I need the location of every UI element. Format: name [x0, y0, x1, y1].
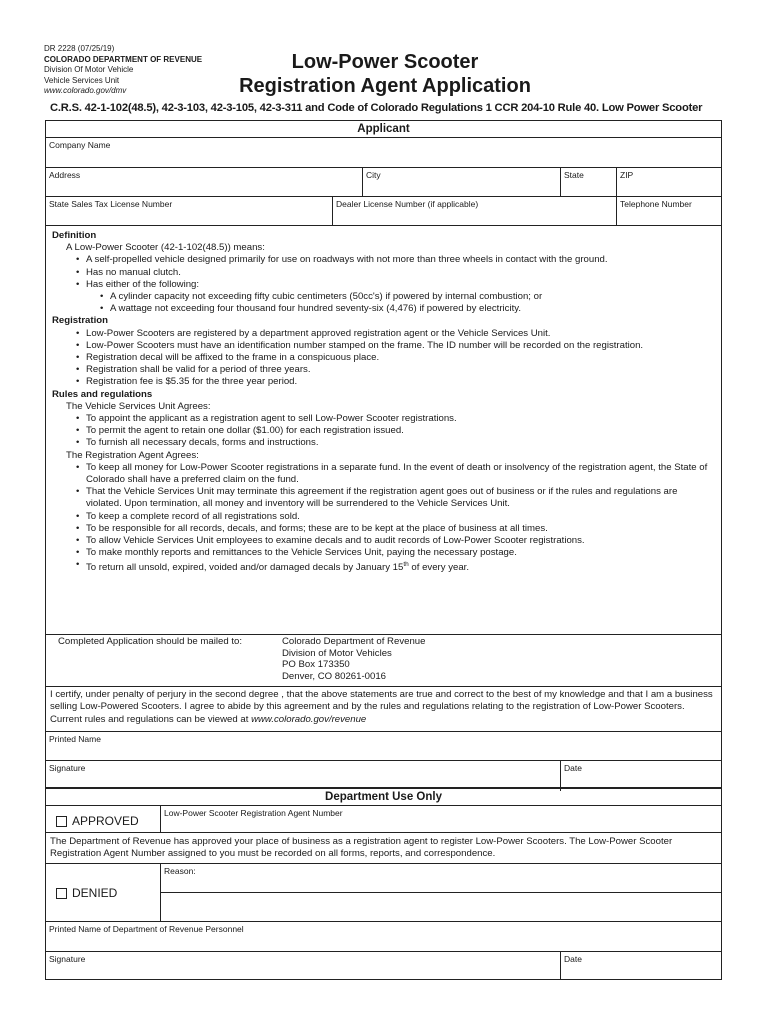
address-field[interactable] — [46, 168, 362, 196]
sales-tax-label: State Sales Tax License Number — [49, 199, 173, 209]
mailing-line-1: Colorado Department of Revenue — [282, 636, 426, 647]
zip-field[interactable] — [616, 168, 721, 196]
city-label: City — [366, 170, 381, 180]
mailing-block — [46, 634, 721, 686]
approved-checkbox[interactable] — [56, 816, 67, 827]
address-row — [46, 167, 721, 196]
printed-name-row — [46, 731, 721, 760]
list-item: • To permit the agent to retain one dollar ($1.00) for each registration issued. — [86, 425, 715, 437]
return-decals-text: To return all unsold, expired, voided and/or damaged decals by January 15 — [86, 562, 404, 574]
signature-field[interactable] — [46, 761, 560, 791]
city-field[interactable] — [362, 168, 560, 196]
telephone-label: Telephone Number — [620, 199, 692, 209]
agent-number-field[interactable] — [160, 806, 721, 832]
signature-label: Signature — [49, 763, 86, 773]
dor-printed-name-label: Printed Name of Department of Revenue Personnel — [49, 924, 244, 934]
unit-name: Vehicle Services Unit — [44, 75, 120, 85]
list-item: • To be responsible for all records, decals, and forms; these are to be kept at the place of business at all times. — [86, 523, 715, 535]
title-line-2: Registration Agent Application — [239, 75, 531, 97]
mailing-label: Completed Application should be mailed to: — [58, 636, 242, 647]
registration-heading: Registration — [52, 315, 108, 327]
list-item: • Low-Power Scooters are registered by a department approved registration agent or the Vehicle Services Unit. — [86, 328, 715, 340]
list-item: • To allow Vehicle Services Unit employees to examine decals and to audit records of Low-Power Scooter registrations. — [86, 535, 715, 547]
printed-name-label: Printed Name — [49, 734, 101, 744]
list-item: • Registration fee is $5.35 for the three year period. — [86, 376, 715, 388]
list-item: • To keep all money for Low-Power Scooter registrations in a separate fund. In the event of death or insolvency of the registration agent, the State of Colorado shall have a preferred claim on the fund. — [86, 462, 715, 486]
denied-row — [46, 863, 721, 921]
list-item: • A self-propelled vehicle designed primarily for use on roadways with not more than three wheels in contact with the ground. — [86, 254, 715, 266]
mailing-line-3: PO Box 173350 — [282, 659, 350, 670]
list-item: • A cylinder capacity not exceeding fifty cubic centimeters (50cc's) if powered by internal combustion; or — [110, 291, 715, 303]
division-name: Division Of Motor Vehicle — [44, 65, 134, 74]
applicant-heading: Applicant — [357, 123, 410, 135]
list-item — [86, 559, 715, 574]
definition-heading: Definition — [52, 230, 97, 241]
vsu-list — [52, 413, 715, 450]
department-use-section — [45, 788, 722, 980]
date-label: Date — [564, 763, 582, 773]
title-line-1: Low-Power Scooter — [291, 51, 479, 73]
state-label: State — [564, 170, 584, 180]
certification-statement: I certify, under penalty of perjury in the second degree , that the above statements are true and correct to the best of my knowledge and that I am a business selling Low-Powered Scooters. I agree to abide by this agreement and by the rules and regulations relating to the registration of Low-Power Scooters. Current rules and regulations can be viewed at — [50, 689, 713, 725]
printed-name-field[interactable] — [46, 732, 721, 760]
list-item: • A wattage not exceeding four thousand four hundred seventy-six (4,476) if powered by electricity. — [110, 303, 715, 315]
dor-signature-field[interactable] — [46, 952, 560, 980]
mailing-line-4: Denver, CO 80261-0016 — [282, 670, 386, 682]
return-decals-text-end: of every year. — [408, 562, 470, 574]
list-item: • That the Vehicle Services Unit may terminate this agreement if the registration agent goes out of business or if the rules and regulations are violated. Upon termination, all money and inventory will be surrendered to the Vehicle Services Unit. — [86, 486, 715, 510]
list-item: • Low-Power Scooters must have an identification number stamped on the frame. The ID number will be recorded on the registration. — [86, 340, 715, 352]
department-use-heading: Department Use Only — [325, 791, 442, 803]
certification-section — [45, 686, 722, 788]
dor-printed-name-row — [46, 921, 721, 951]
dor-signature-row — [46, 951, 721, 980]
agency-block — [44, 44, 202, 97]
registration-list — [52, 328, 715, 389]
list-item: • To appoint the applicant as a registration agent to sell Low-Power Scooter registrations. — [86, 413, 715, 425]
dor-date-field[interactable] — [560, 952, 721, 980]
state-field[interactable] — [560, 168, 616, 196]
list-item: • To make monthly reports and remittances to the Vehicle Services Unit, paying the necessary postage. — [86, 547, 715, 559]
signature-row — [46, 760, 721, 791]
dor-signature-label: Signature — [49, 954, 86, 964]
certification-text — [46, 687, 721, 731]
company-name-label: Company Name — [49, 140, 111, 150]
company-name-row — [46, 137, 721, 167]
dor-printed-name-field[interactable] — [46, 922, 721, 951]
dealer-license-label: Dealer License Number (if applicable) — [336, 199, 479, 209]
telephone-field[interactable] — [616, 197, 721, 225]
agency-url: www.colorado.gov/dmv — [44, 86, 127, 95]
ordinal-suffix: th — [403, 561, 409, 569]
denied-option[interactable] — [46, 864, 160, 921]
denied-label: DENIED — [72, 886, 118, 900]
mailing-line-2: Division of Motor Vehicles — [282, 647, 392, 659]
company-name-field[interactable] — [46, 138, 721, 167]
form-title — [230, 50, 540, 98]
list-item: • Has either of the following: — [86, 279, 715, 291]
vsu-intro: The Vehicle Services Unit Agrees: — [66, 400, 211, 412]
zip-label: ZIP — [620, 170, 634, 180]
agent-intro: The Registration Agent Agrees: — [66, 449, 199, 461]
list-item: • To furnish all necessary decals, forms and instructions. — [86, 437, 715, 449]
denied-checkbox[interactable] — [56, 888, 67, 899]
terms-text — [46, 225, 721, 634]
applicant-section — [45, 120, 722, 687]
reason-label: Reason: — [164, 866, 196, 876]
definition-sub-list — [52, 291, 715, 315]
agent-list — [52, 462, 715, 575]
dealer-license-field[interactable] — [332, 197, 616, 225]
list-item: • To keep a complete record of all registrations sold. — [86, 511, 715, 523]
list-item: • Registration decal will be affixed to the frame in a conspicuous place. — [86, 352, 715, 364]
denied-wrap — [56, 886, 117, 900]
approval-text: The Department of Revenue has approved your place of business as a registration agent to register Low-Power Scooters. The Low-Power Scooter Registration Agent Number assigned to you must be recorded on all forms, reports, and correspondence. — [46, 832, 721, 863]
definition-intro: A Low-Power Scooter (42-1-102(48.5)) means: — [66, 242, 265, 254]
list-item: • Registration shall be valid for a period of three years. — [86, 364, 715, 376]
list-item: • Has no manual clutch. — [86, 267, 715, 279]
address-label: Address — [49, 170, 81, 180]
form-id: DR 2228 (07/25/19) — [44, 44, 115, 53]
approved-wrap — [56, 814, 139, 828]
statutes-line: C.R.S. 42-1-102(48.5), 42-3-103, 42-3-105, 42-3-311 and Code of Colorado Regulations 1 CCR 204-10 Rule 40. Low Power Scooter — [50, 102, 703, 114]
sales-tax-field[interactable] — [46, 197, 332, 225]
department-name: COLORADO DEPARTMENT OF REVENUE — [44, 54, 203, 64]
reason-divider — [161, 892, 721, 893]
date-field[interactable] — [560, 761, 721, 791]
agent-number-label: Low-Power Scooter Registration Agent Number — [164, 808, 343, 818]
approved-row — [46, 805, 721, 832]
reason-field[interactable] — [160, 864, 721, 921]
approved-label: APPROVED — [72, 814, 139, 828]
license-row — [46, 196, 721, 225]
dor-date-label: Date — [564, 954, 582, 964]
definition-list — [52, 254, 715, 291]
mailing-address — [282, 636, 425, 682]
revenue-link[interactable]: www.colorado.gov/revenue — [251, 713, 367, 725]
rules-heading: Rules and regulations — [52, 388, 153, 400]
approved-option[interactable] — [46, 806, 160, 832]
